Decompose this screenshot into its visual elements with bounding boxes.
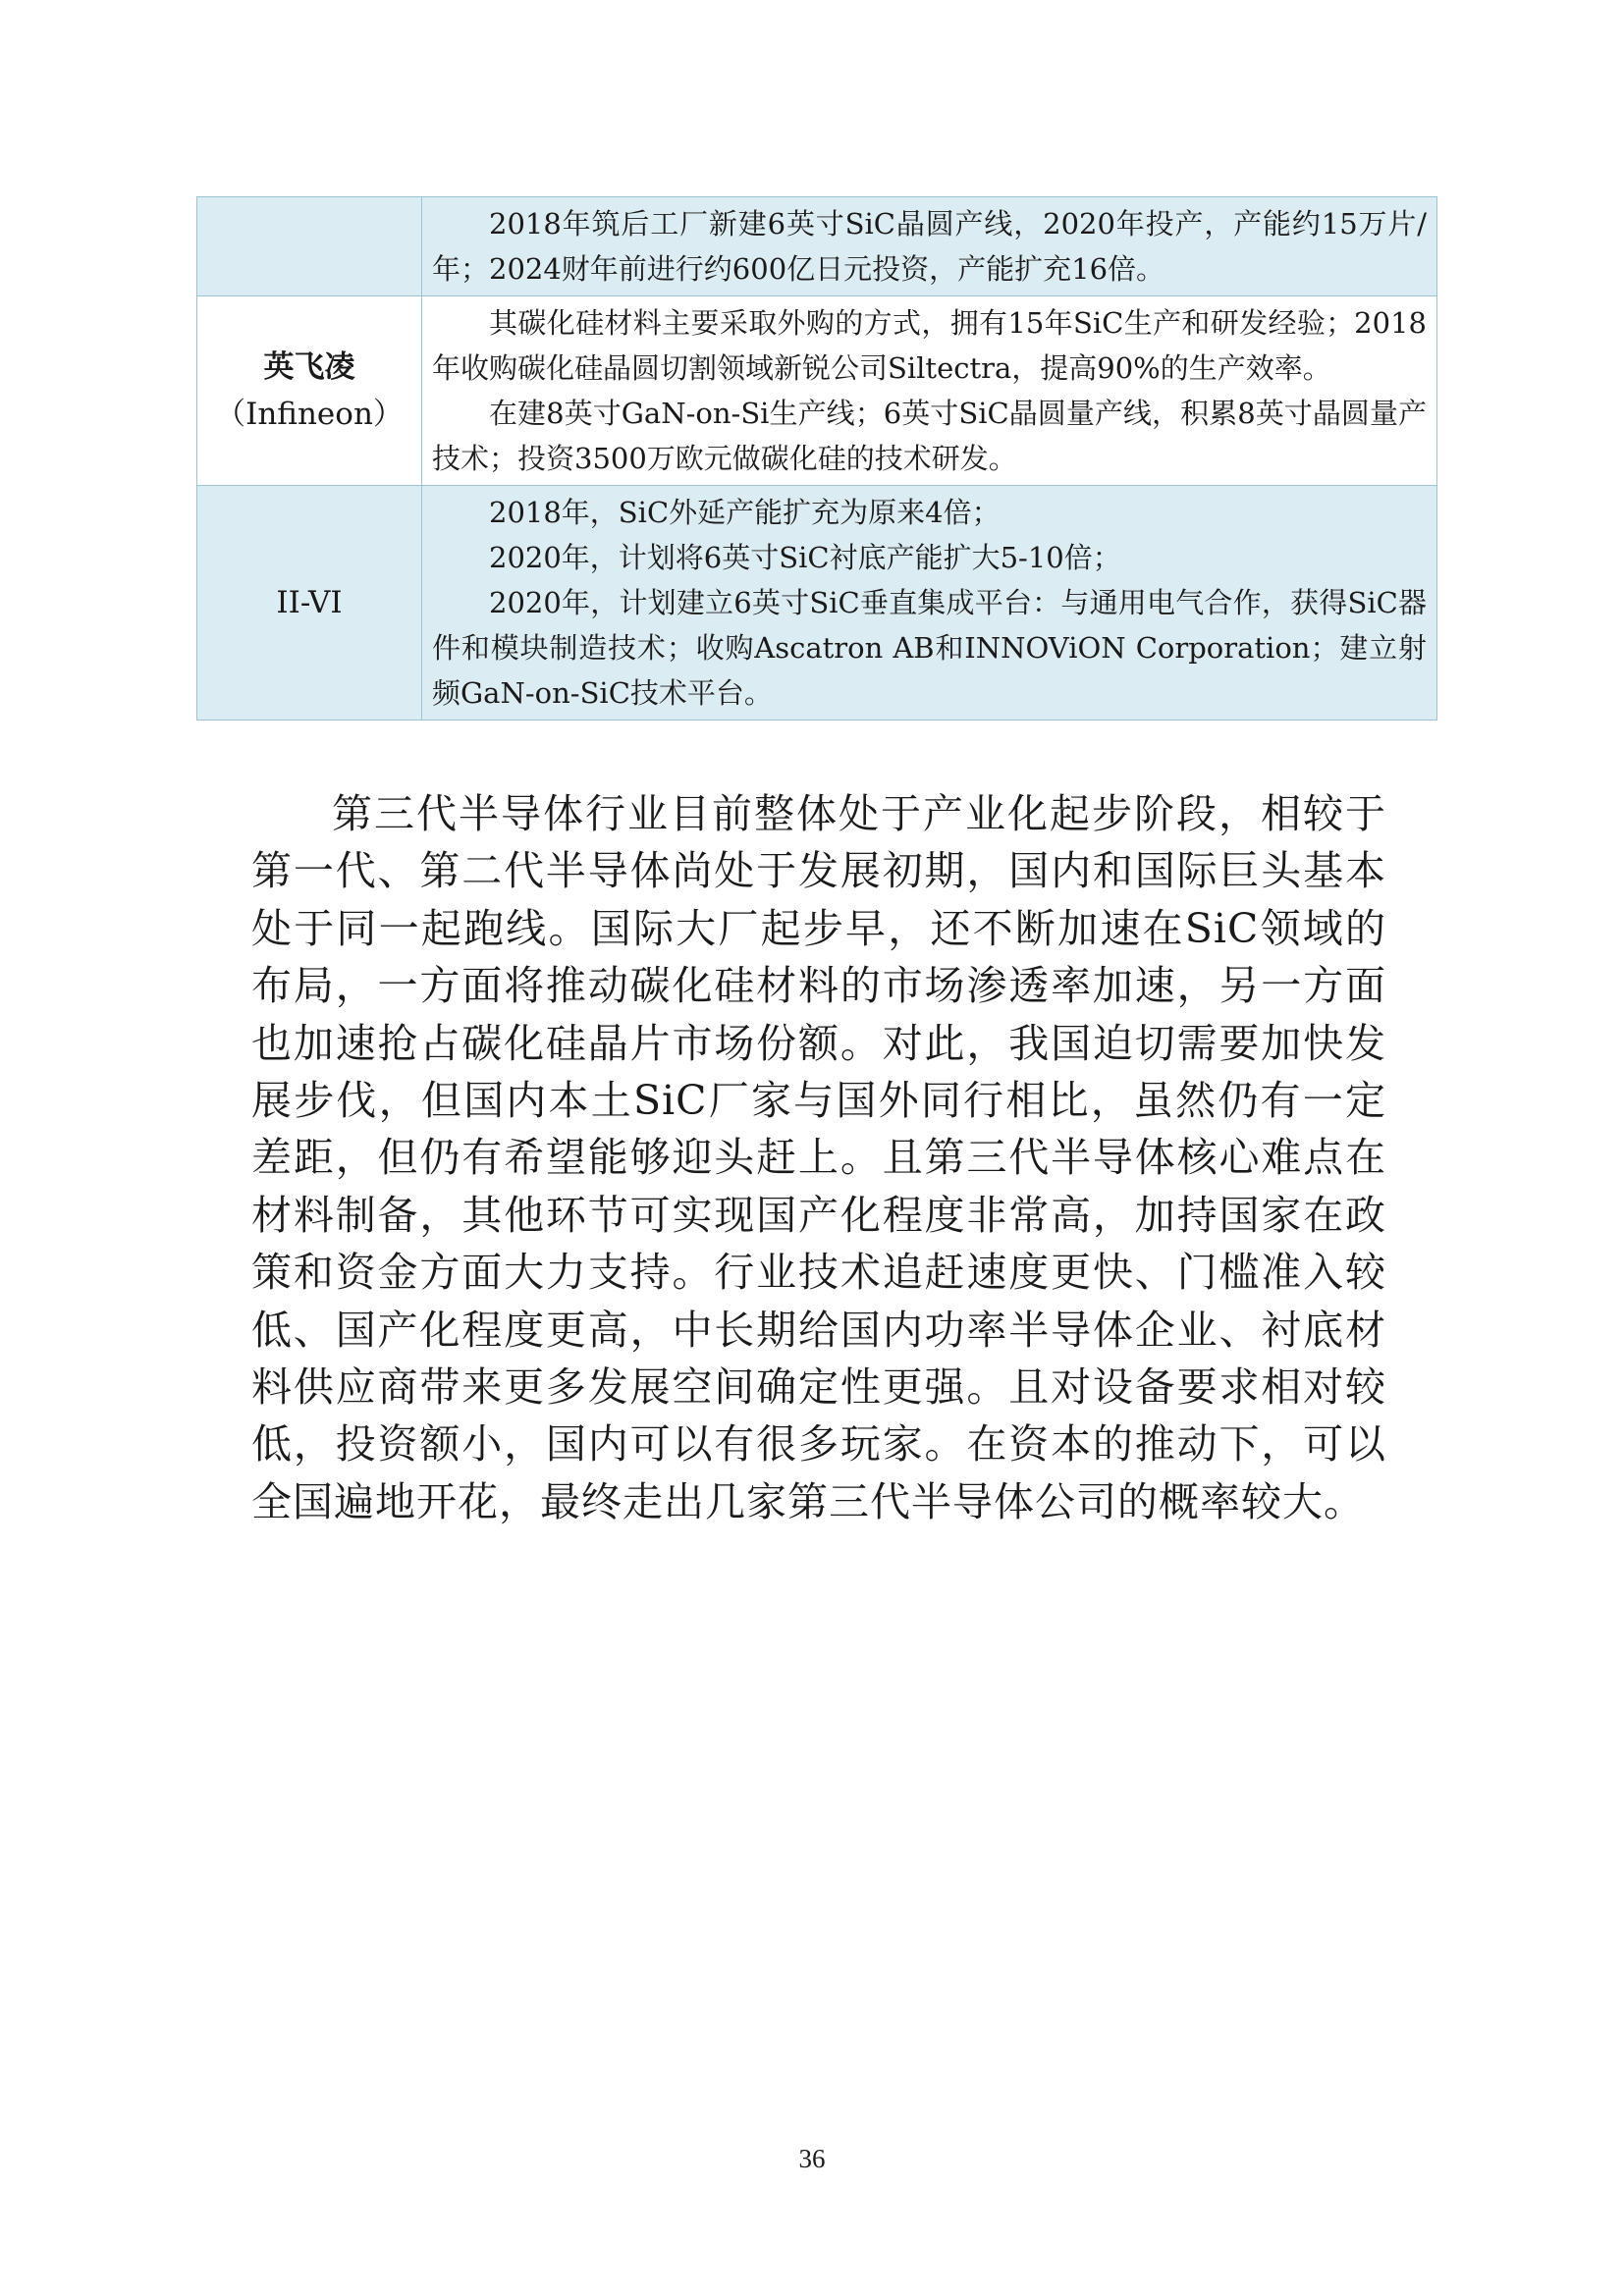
body-paragraph: 第三代半导体行业目前整体处于产业化起步阶段，相较于第一代、第二代半导体尚处于发展初期，国内和国际巨头基本处于同一起跑线。国际大厂起步早，还不断加速在SiC领域的布局，一方面将推动碳化硅材料的市场渗透率加速，另一方面也加速抢占碳化硅晶片市场份额。对此，我国迫切需要加快发展步伐，但国内本土SiC厂家与国外同行相比，虽然仍有一定差距，但仍有希望能够迎头赶上。且第三代半导体核心难点在材料制备，其他环节可实现国产化程度非常高，加持国家在政策和资金方面大力支持。行业技术追赶速度更快、门槛准入较低、国产化程度更高，中长期给国内功率半导体企业、衬底材料供应商带来更多发展空间确定性更强。且对设备要求相对较低，投资额小，国内可以有很多玩家。在资本的推动下，可以全国遍地开花，最终走出几家第三代半导体公司的概率较大。 — [251, 790, 1386, 1525]
description-paragraph: 2020年，计划将6英寸SiC衬底产能扩大5-10倍； — [489, 541, 1121, 574]
company-description-cell — [422, 486, 1437, 721]
company-comparison-table — [196, 196, 1437, 721]
company-name-cell — [197, 296, 422, 486]
company-name-cell — [197, 197, 422, 296]
company-name-zh: 英飞凌 — [263, 349, 355, 385]
company-description-cell — [422, 296, 1437, 486]
page-number: 36 — [798, 2144, 826, 2173]
table-row — [197, 197, 1437, 296]
table-row — [197, 486, 1437, 721]
description-paragraph: 2018年筑后工厂新建6英寸SiC晶圆产线，2020年投产，产能约15万片/年；2024财年前进行约600亿日元投资，产能扩充16倍。 — [432, 207, 1427, 286]
description-paragraph: 其碳化硅材料主要采取外购的方式，拥有15年SiC生产和研发经验；2018年收购碳化硅晶圆切割领域新锐公司Siltectra，提高90%的生产效率。 — [432, 306, 1427, 385]
description-paragraph: 在建8英寸GaN-on-Si生产线；6英寸SiC晶圆量产线，积累8英寸晶圆量产技术；投资3500万欧元做碳化硅的技术研发。 — [432, 397, 1427, 475]
company-description-cell — [422, 197, 1437, 296]
company-name-en: （Infineon） — [215, 397, 404, 432]
company-name-cell — [197, 486, 422, 721]
table-row — [197, 296, 1437, 486]
description-paragraph: 2018年，SiC外延产能扩充为原来4倍； — [489, 496, 1001, 529]
company-name: II-VI — [276, 585, 343, 620]
description-paragraph: 2020年，计划建立6英寸SiC垂直集成平台：与通用电气合作，获得SiC器件和模块制造技术；收购Ascatron AB和INNOViON Corporation；建立射频GaN-on-SiC技术平台。 — [432, 586, 1427, 710]
